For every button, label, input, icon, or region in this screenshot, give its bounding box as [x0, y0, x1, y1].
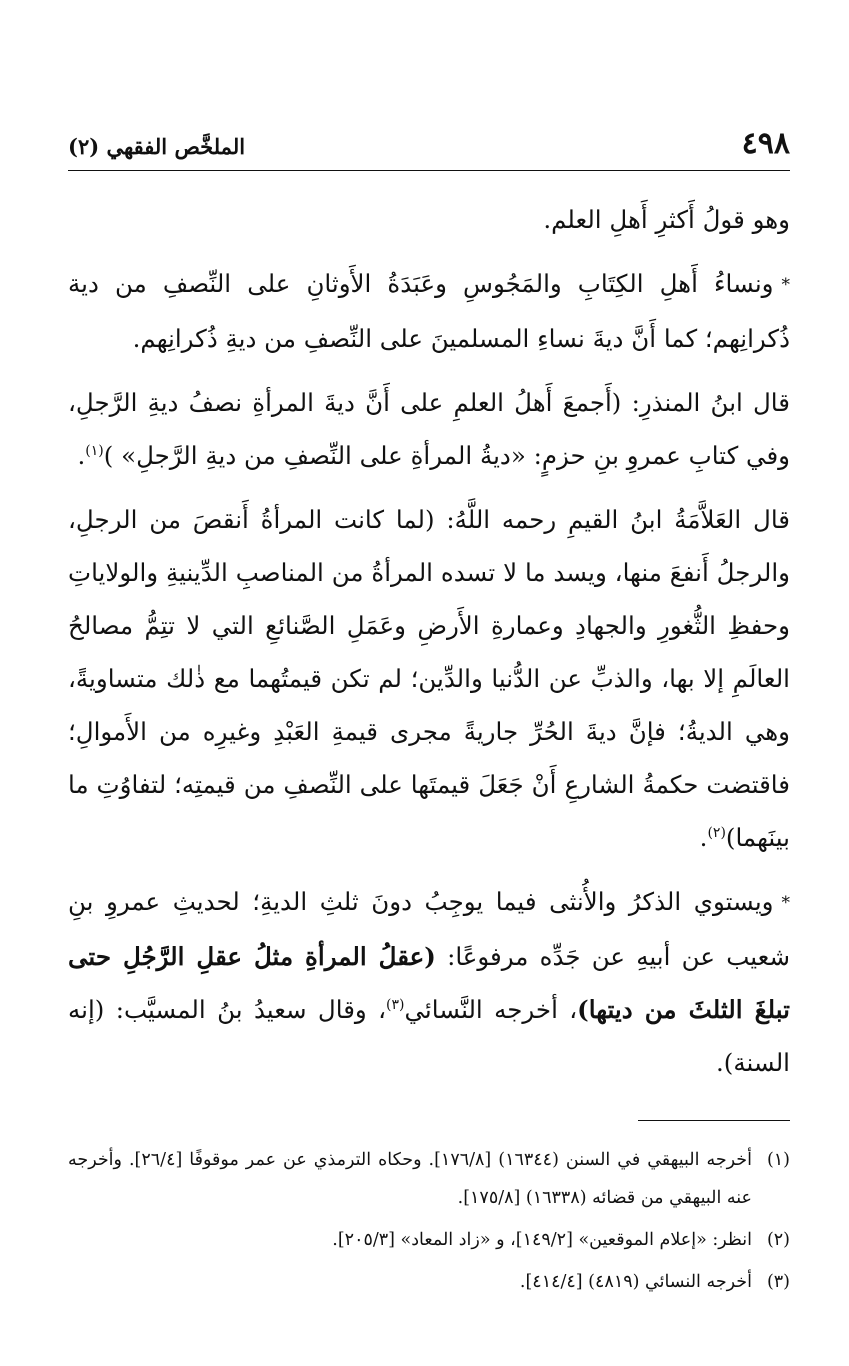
hadith-quote: (عقلُ المرأةِ مثلُ عقلِ الرَّجُلِ حتى تبلغَ الثلثَ من ديتها): [68, 942, 790, 1024]
footnote-number: (١): [766, 1150, 790, 1170]
main-text: [68, 193, 790, 1089]
paragraph-text: ويستوي الذكرُ والأُنثى فيما يوجِبُ دونَ ثلثِ الديةِ؛ لحديثِ عمروِ بنِ شعيب عن أبيهِ عن جَدِّه مرفوعًا:: [68, 887, 790, 971]
footnote-text: أخرجه النسائي (٤٨١٩) [٤١٤/٤].: [519, 1272, 752, 1292]
paragraph-text: ، وقال سعيدُ بنُ المسيَّب: (إنه السنة).: [68, 995, 790, 1077]
paragraph: [68, 257, 790, 365]
footnote-text: انظر: «إعلام الموقعين» [١٤٩/٢]، و «زاد المعاد» [٢٠٥/٣].: [332, 1230, 752, 1250]
footnote-item: [68, 1141, 790, 1217]
paragraph: [68, 376, 790, 482]
footnote-reference[interactable]: (٢): [707, 824, 726, 841]
footnote-reference[interactable]: (١): [85, 442, 104, 459]
footnote-reference[interactable]: (٣): [386, 996, 405, 1013]
paragraph-star-marker: *: [781, 893, 790, 913]
page-number: ٤٩٨: [741, 126, 790, 161]
paragraph: [68, 875, 790, 1089]
running-title: الملخَّص الفقهي (٢): [68, 134, 246, 159]
paragraph-text: قال العَلاَّمَةُ ابنُ القيمِ رحمه اللَّهُ: (لما كانت المرأةُ أَنقصَ من الرجلِ، والرجلُ أَنفعَ منها، ويسد ما لا تسده المرأةُ من المناصبِ الدِّينيةِ والولاياتِ وحفظِ الثُّغورِ والجهادِ وعمارةِ الأَرضِ وعَمَلِ الصَّنائعِ التي لا تتِمُّ مصالحُ العالَمِ إلا بها، والذبِّ عن الدُّنيا والدِّين؛ لم تكن قيمتُهما مع ذٰلك متساويةً، وهي الديةُ؛ فإنَّ ديةَ الحُرِّ جاريةً مجرى قيمةِ العَبْدِ وغيرِه من الأَموالِ؛ فاقتضت حكمةُ الشارعِ أَنْ جَعَلَ قيمتَها على النِّصفِ من قيمتِه؛ لتفاوُتِ ما بينَهما): [68, 505, 790, 852]
page-header: [68, 118, 790, 162]
footnote-number: (٢): [766, 1230, 790, 1250]
footnote-item: [68, 1221, 790, 1259]
paragraph-text-end: .: [699, 823, 708, 852]
footnotes: [68, 1141, 790, 1301]
footnote-text: أخرجه البيهقي في السنن (١٦٣٤٤) [١٧٦/٨]. وحكاه الترمذي عن عمر موقوفًا [٢٦/٤]. وأخرجه عنه البيهقي من قضائه (١٦٣٣٨) [١٧٥/٨].: [68, 1150, 752, 1208]
paragraph: [68, 193, 790, 246]
paragraph-text-end: .: [77, 441, 86, 470]
paragraph: [68, 493, 790, 864]
paragraph-text: ، أخرجه النَّسائي: [404, 995, 578, 1024]
footnote-item: [68, 1263, 790, 1301]
footnote-number: (٣): [766, 1272, 790, 1292]
book-page: [68, 118, 790, 1305]
paragraph-text: وهو قولُ أَكثرِ أَهلِ العلم.: [543, 205, 790, 234]
footnote-separator: [638, 1120, 790, 1121]
paragraph-star-marker: *: [781, 275, 790, 295]
paragraph-text: قال ابنُ المنذرِ: (أَجمعَ أَهلُ العلمِ على أَنَّ ديةَ المرأةِ نصفُ ديةِ الرَّجلِ، وفي كتابِ عمروِ بنِ حزمٍ: «ديةُ المرأةِ على النِّصفِ من ديةِ الرَّجلِ» ): [68, 388, 790, 470]
paragraph-text: ونساءُ أَهلِ الكِتَابِ والمَجُوسِ وعَبَدَةُ الأَوثانِ على النِّصفِ من دية ذُكرانِهم؛ كما أَنَّ ديةَ نساءِ المسلمينَ على النِّصفِ من ديةِ ذُكرانِهم.: [68, 269, 790, 353]
header-rule: [68, 170, 790, 171]
